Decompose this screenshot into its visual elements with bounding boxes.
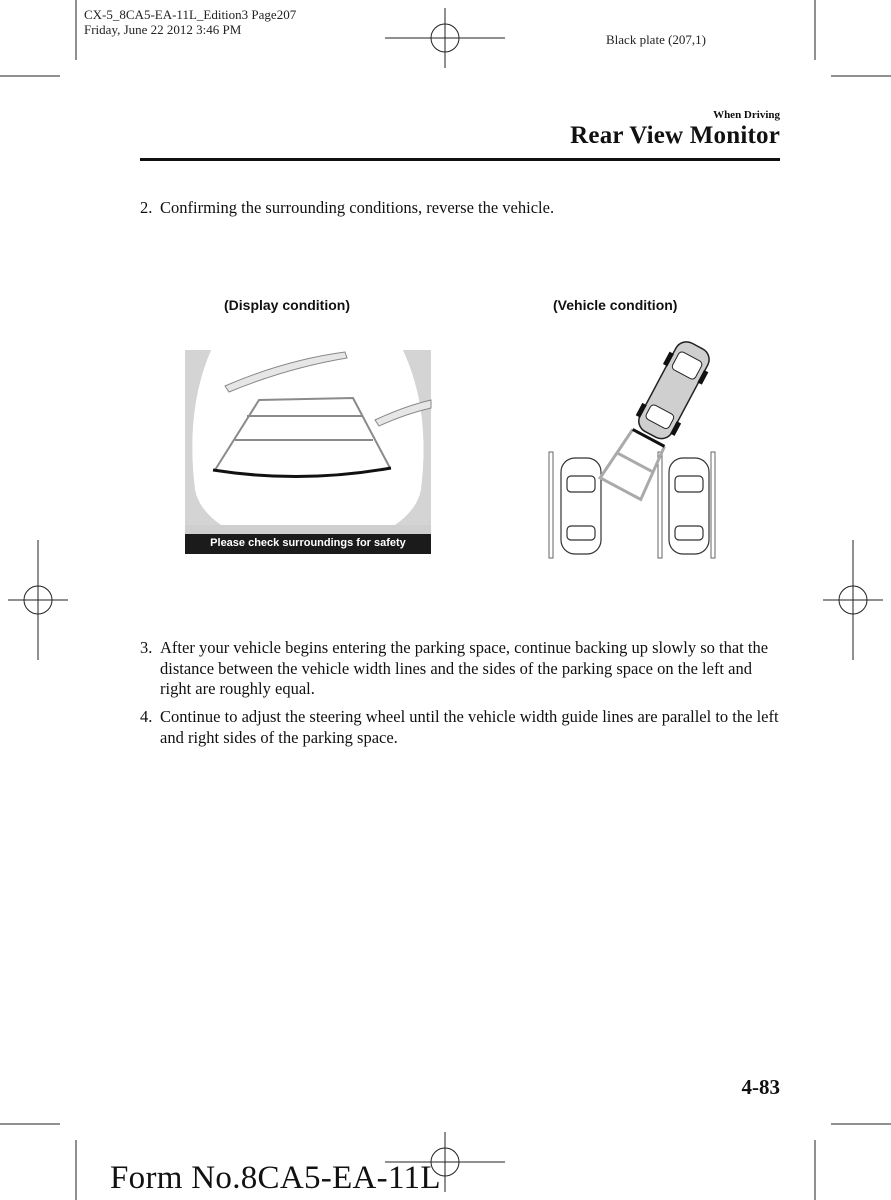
step-text: Confirming the surrounding conditions, reverse the vehicle. (160, 198, 555, 217)
safety-warning-banner: Please check surroundings for safety (185, 534, 431, 554)
step-text: Continue to adjust the steering wheel until the vehicle width guide lines are parallel to the left and right sides of the parking space. (160, 707, 779, 747)
parked-car-right (669, 458, 709, 554)
black-plate-label: Black plate (207,1) (606, 32, 706, 47)
step-number: 4. (140, 707, 153, 726)
parking-vehicle-illustration (545, 326, 730, 566)
step-4 (140, 707, 785, 751)
registration-mark-left (8, 540, 68, 660)
section-label: When Driving (713, 109, 780, 121)
step-2 (140, 198, 785, 220)
rear-camera-display-illustration (185, 350, 431, 554)
step-number: 3. (140, 638, 153, 657)
page-title: Rear View Monitor (570, 122, 780, 149)
step-number: 2. (140, 198, 153, 217)
slug-line-1: CX-5_8CA5-EA-11L_Edition3 Page207 (84, 7, 297, 22)
slug-line-2: Friday, June 22 2012 3:46 PM (84, 22, 242, 37)
form-number: Form No.8CA5-EA-11L (110, 1160, 441, 1196)
display-condition-caption: (Display condition) (224, 297, 350, 313)
print-slug (84, 7, 296, 37)
page-number: 4-83 (741, 1075, 780, 1099)
registration-mark-top (385, 8, 505, 68)
registration-mark-right (823, 540, 883, 660)
step-text: After your vehicle begins entering the parking space, continue backing up slowly so that the distance between the vehicle width lines and the sides of the parking space on the left and right are roughly equal. (160, 638, 769, 698)
step-3 (140, 638, 785, 702)
parked-car-left (561, 458, 601, 554)
vehicle-condition-caption: (Vehicle condition) (553, 297, 678, 313)
header-rule (140, 158, 780, 161)
